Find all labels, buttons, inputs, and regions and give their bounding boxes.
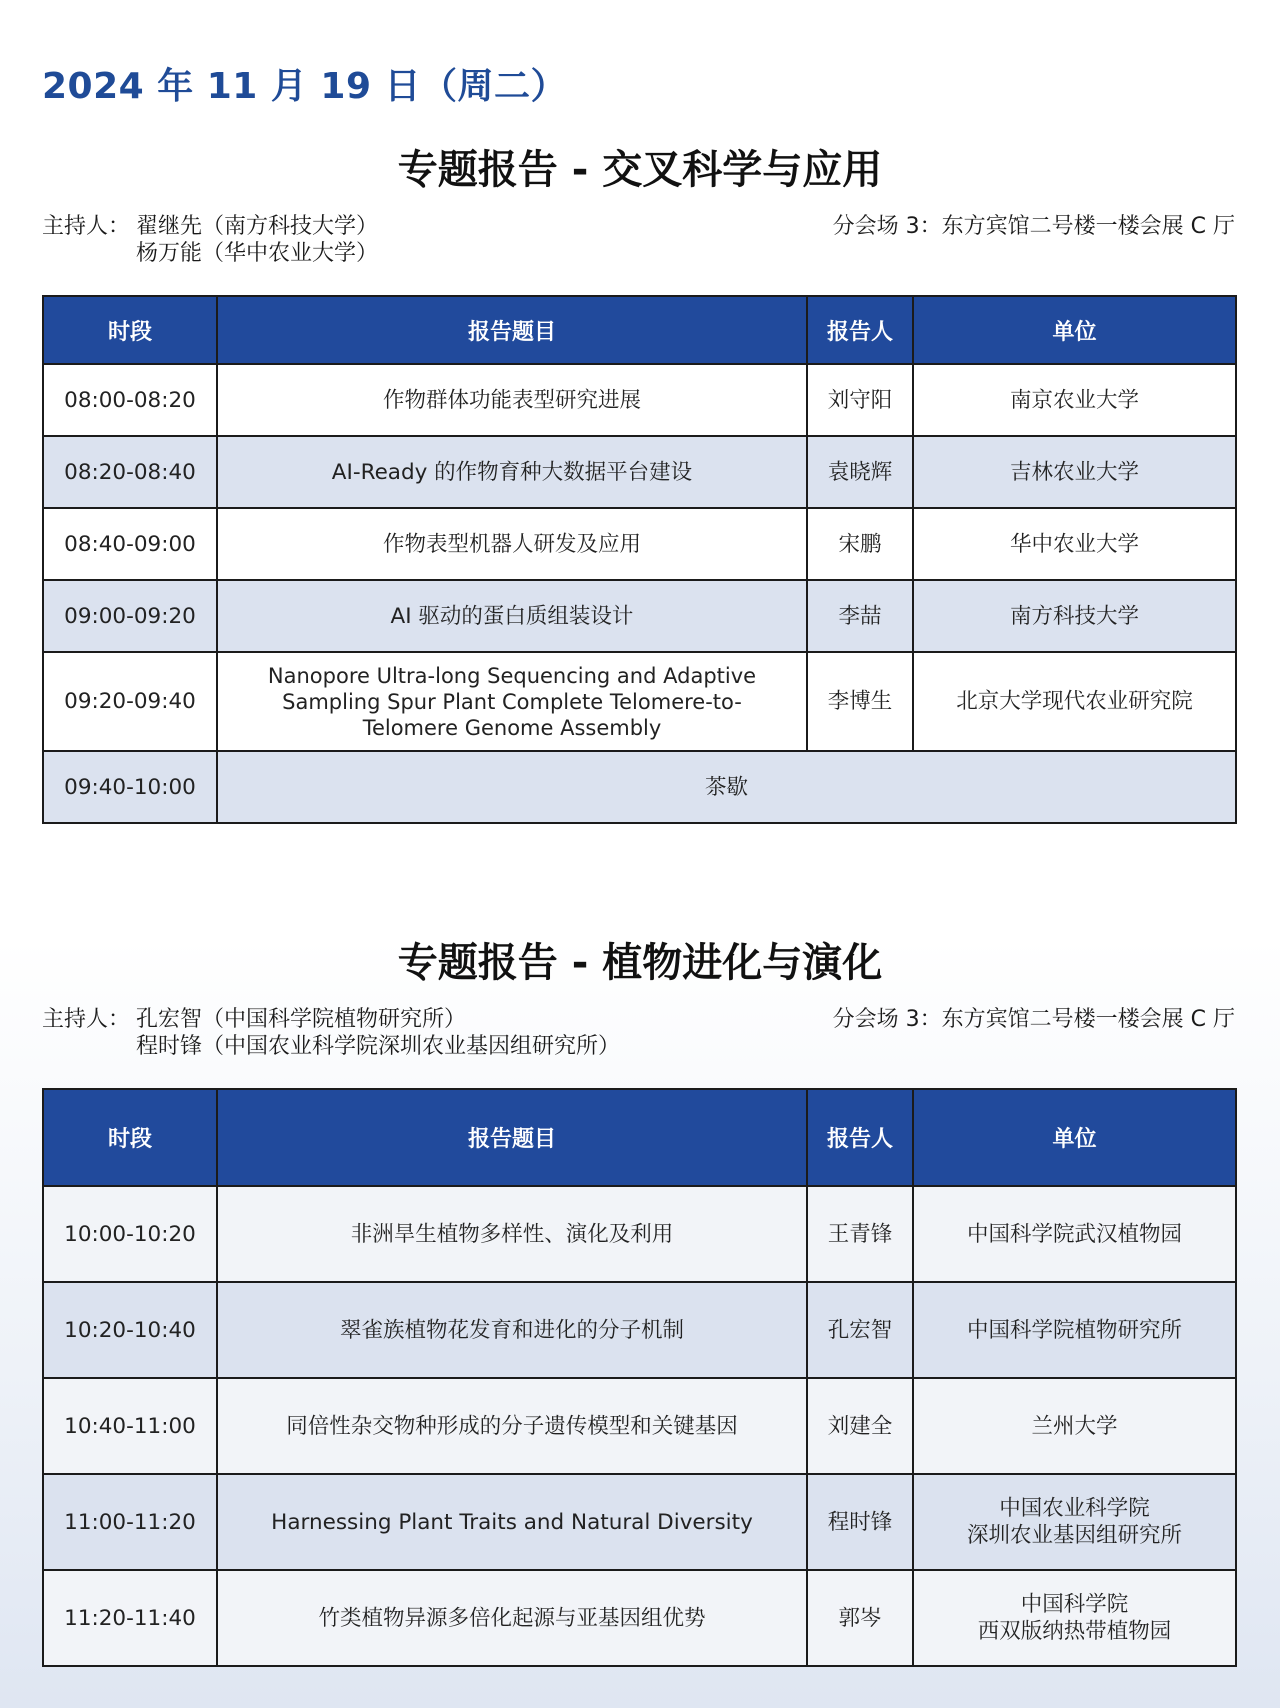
cell-org: 中国科学院植物研究所 [913,1282,1236,1378]
session-2-hosts [42,1006,620,1060]
table-row [43,1186,1236,1282]
session-2-venue: 分会场 3：东方宾馆二号楼一楼会展 C 厅 [832,1007,1235,1032]
header-time: 时段 [43,1089,217,1186]
header-topic: 报告题目 [217,296,807,364]
cell-topic: 非洲旱生植物多样性、演化及利用 [217,1186,807,1282]
table-header-row [43,1089,1236,1186]
cell-topic: 翠雀族植物花发育和进化的分子机制 [217,1282,807,1378]
break-row [43,751,1236,823]
cell-org: 中国农业科学院 深圳农业基因组研究所 [913,1474,1236,1570]
header-topic: 报告题目 [217,1089,807,1186]
header-speaker: 报告人 [807,296,913,364]
table-row [43,436,1236,508]
host-name: 程时锋（中国农业科学院深圳农业基因组研究所） [136,1034,621,1059]
cell-topic: 作物表型机器人研发及应用 [217,508,807,580]
date-heading: 2024 年 11 月 19 日（周二） [42,66,568,107]
table-row [43,1378,1236,1474]
cell-org: 北京大学现代农业研究院 [913,652,1236,751]
cell-topic: AI-Ready 的作物育种大数据平台建设 [217,436,807,508]
cell-time: 11:20-11:40 [43,1570,217,1666]
cell-org: 中国科学院武汉植物园 [913,1186,1236,1282]
break-label: 茶歇 [217,751,1236,823]
session-2-table [42,1088,1237,1667]
cell-speaker: 刘建全 [807,1378,913,1474]
header-org: 单位 [913,1089,1236,1186]
table-row [43,1570,1236,1666]
table-row [43,1474,1236,1570]
table-row [43,508,1236,580]
host-name: 杨万能（华中农业大学） [136,241,379,266]
table-row [43,1282,1236,1378]
cell-topic: 竹类植物异源多倍化起源与亚基因组优势 [217,1570,807,1666]
cell-org: 南京农业大学 [913,364,1236,436]
table-header-row [43,296,1236,364]
session-1-title: 专题报告 - 交叉科学与应用 [397,147,883,193]
cell-time: 10:00-10:20 [43,1186,217,1282]
cell-speaker: 程时锋 [807,1474,913,1570]
table-row [43,364,1236,436]
cell-topic: 同倍性杂交物种形成的分子遗传模型和关键基因 [217,1378,807,1474]
session-1-venue: 分会场 3：东方宾馆二号楼一楼会展 C 厅 [832,214,1235,239]
cell-speaker: 李博生 [807,652,913,751]
cell-org: 兰州大学 [913,1378,1236,1474]
cell-time: 10:40-11:00 [43,1378,217,1474]
header-time: 时段 [43,296,217,364]
cell-speaker: 王青锋 [807,1186,913,1282]
cell-org: 吉林农业大学 [913,436,1236,508]
cell-time: 08:20-08:40 [43,436,217,508]
cell-speaker: 郭岑 [807,1570,913,1666]
host-name: 孔宏智（中国科学院植物研究所） [136,1007,467,1032]
header-speaker: 报告人 [807,1089,913,1186]
cell-time: 08:40-09:00 [43,508,217,580]
header-org: 单位 [913,296,1236,364]
cell-org: 华中农业大学 [913,508,1236,580]
cell-time: 09:40-10:00 [43,751,217,823]
cell-speaker: 李喆 [807,580,913,652]
cell-time: 09:00-09:20 [43,580,217,652]
session-1-table [42,295,1237,824]
cell-time: 10:20-10:40 [43,1282,217,1378]
host-label: 主持人： [42,214,131,239]
cell-speaker: 刘守阳 [807,364,913,436]
cell-speaker: 袁晓辉 [807,436,913,508]
cell-speaker: 宋鹏 [807,508,913,580]
session-1-hosts [42,213,378,267]
cell-topic: AI 驱动的蛋白质组装设计 [217,580,807,652]
cell-speaker: 孔宏智 [807,1282,913,1378]
host-name: 翟继先（南方科技大学） [136,214,379,239]
session-2-title: 专题报告 - 植物进化与演化 [397,940,883,986]
table-row [43,652,1236,751]
cell-topic: Harnessing Plant Traits and Natural Diversity [217,1474,807,1570]
cell-time: 11:00-11:20 [43,1474,217,1570]
cell-topic: 作物群体功能表型研究进展 [217,364,807,436]
cell-org: 南方科技大学 [913,580,1236,652]
cell-topic: Nanopore Ultra-long Sequencing and Adaptive Sampling Spur Plant Complete Telomere-to- Telomere Genome Assembly [217,652,807,751]
cell-org: 中国科学院 西双版纳热带植物园 [913,1570,1236,1666]
cell-time: 08:00-08:20 [43,364,217,436]
host-label: 主持人： [42,1007,131,1032]
cell-time: 09:20-09:40 [43,652,217,751]
table-row [43,580,1236,652]
